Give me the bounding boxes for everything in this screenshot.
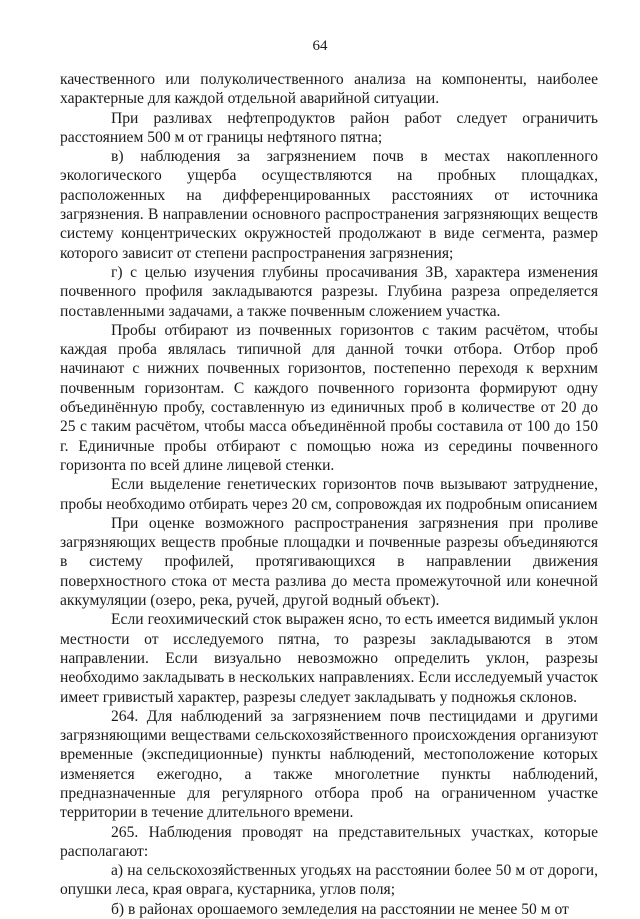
paragraph-section-264: 264. Для наблюдений за загрязнением почв пестицидами и другими загрязняющими веществами сельскохозяйственного происхождения организуют временные (экспедиционные) пункты наблюдений, местоположение которых изменяется ежегодно, а также многолетние пункты наблюдений, предназначенные для регулярного отбора проб на ограниченном участке территории в течение длительного времени. — [60, 707, 598, 822]
paragraph-item-a: а) на сельскохозяйственных угодьях на расстоянии более 50 м от дороги, опушки леса, края оврага, кустарника, углов поля; — [60, 862, 598, 899]
paragraph-item-b: б) в районах орошаемого земледелия на расстоянии не менее 50 м от — [111, 900, 569, 918]
paragraph-spread-assessment: При оценке возможного распространения загрязнения при проливе загрязняющих веществ пробные площадки и почвенные разрезы объединяются в систему профилей, протягивающихся в направлении движения поверхностного стока от места разлива до места промежуточной или конечной аккумуляции (озеро, река, ручей, другой водный объект). — [60, 514, 598, 610]
page-number: 64 — [312, 38, 328, 54]
paragraph-geochemical-runoff: Если геохимический сток выражен ясно, то есть имеется видимый уклон местности от исследуемого пятна, то разрезы закладываются в этом направлении. Если визуально невозможно определить уклон, разрезы необходимо закладывать в нескольких направлениях. Если исследуемый участок имеет гривистый характер, разрезы следует закладывать у подножья склонов. — [60, 611, 598, 706]
paragraph-oil-spill-limit: При разливах нефтепродуктов район работ следует ограничить расстоянием 500 м от границы нефтяного пятна; — [60, 109, 598, 146]
paragraph-item-v: в) наблюдения за загрязнением почв в местах накопленного экологического ущерба осуществляются на пробных площадках, расположенных на дифференцированных расстояниях от источника загрязнения. В направлении основного распространения загрязняющих веществ систему концентрических окружностей продолжают в виде сегмента, размер которого зависит от степени распространения загрязнения; — [60, 148, 598, 262]
paragraph-sampling: Пробы отбирают из почвенных горизонтов с таким расчётом, чтобы каждая проба являлась типичной для данной точки отбора. Отбор проб начинают с нижних почвенных горизонтов, постепенно переходя к верхним почвенным горизонтам. С каждого почвенного горизонта формируют одну объединённую пробу, составленную из единичных проб в количестве от 20 до 25 с таким расчётом, чтобы масса объединённой пробы составила от 100 до 150 г. Единичные пробы отбирают с помощью ножа из середины почвенного горизонта по всей длине лицевой стенки. — [60, 321, 598, 474]
paragraph-genetic-horizons: Если выделение генетических горизонтов почв вызывают затруднение, пробы необходимо отбирать через 20 см, сопровождая их подробным описанием — [60, 476, 598, 513]
paragraph-section-265: 265. Наблюдения проводят на представительных участках, которые располагают: — [60, 823, 598, 860]
paragraph-item-g: г) с целью изучения глубины просачивания ЗВ, характера изменения почвенного профиля закладываются разрезы. Глубина разреза определяется поставленными задачами, а также почвенным сложением участка. — [60, 263, 598, 320]
document-body — [60, 70, 598, 919]
paragraph-continuation: качественного или полуколичественного анализа на компоненты, наиболее характерные для каждой отдельной аварийной ситуации. — [60, 71, 598, 108]
